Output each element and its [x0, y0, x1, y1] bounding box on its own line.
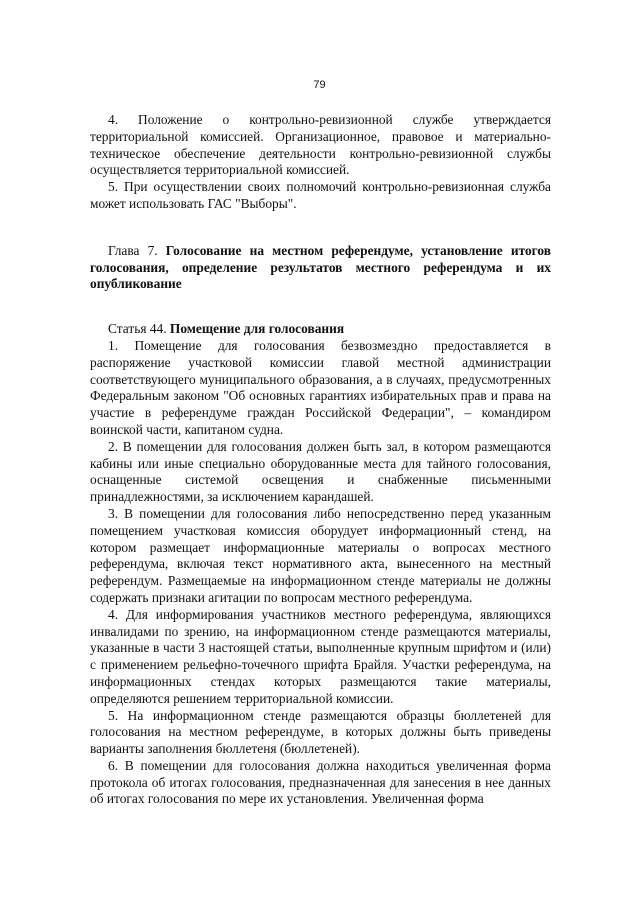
paragraph: 4. Положение о контрольно-ревизионной службе утверждается территориальной комиссией. Организационное, правовое и материально-техническое обеспечение деятельности контрольно-ревизионной службы осуществляется территориальной комиссией.: [90, 112, 551, 178]
paragraph: 5. При осуществлении своих полномочий контрольно-ревизионная служба может использовать ГАС "Выборы".: [90, 179, 551, 211]
page-number: 79: [313, 79, 326, 91]
chapter-prefix: Глава 7.: [108, 242, 166, 258]
chapter-title: Голосование на местном референдуме, установление итогов голосования, определение результатов местного референдума и их опубликование: [90, 242, 552, 292]
document-body: [90, 112, 551, 808]
article-title: Помещение для голосования: [169, 321, 345, 337]
paragraph: 3. В помещении для голосования либо непосредственно перед указанным помещением участковая комиссия оборудует информационный стенд, на котором размещает информационные материалы о вопросах местного референдума, включая текст нормативного акта, вынесенного на местный референдум. Размещаемые на информационном стенде материалы не должны содержать признаки агитации по вопросам местного референдума.: [90, 505, 551, 605]
article-prefix: Статья 44.: [108, 321, 170, 337]
paragraph: 1. Помещение для голосования безвозмездно предоставляется в распоряжение участковой комиссии главой местной администрации соответствующего муниципального образования, а в случаях, предусмотренных Федеральным законом "Об основных гарантиях избирательных прав и права на участие в референдуме граждан Российской Федерации", – командиром воинской части, капитаном судна.: [90, 337, 551, 437]
paragraph: 6. В помещении для голосования должна находиться увеличенная форма протокола об итогах голосования, предназначенная для занесения в нее данных об итогах голосования по мере их установления. Увеличенная форма: [90, 757, 551, 807]
paragraph: 5. На информационном стенде размещаются образцы бюллетеней для голосования на местном референдуме, в которых должны быть приведены варианты заполнения бюллетеня (бюллетеней).: [90, 707, 551, 757]
paragraph: 4. Для информирования участников местного референдума, являющихся инвалидами по зрению, на информационном стенде размещаются материалы, указанные в части 3 настоящей статьи, выполненные крупным шрифтом и (или) с применением рельефно-точечного шрифта Брайля. Участки референдума, на информационных стендах которых размещаются такие материалы, определяются решением территориальной комиссии.: [90, 606, 551, 706]
paragraph: 2. В помещении для голосования должен быть зал, в котором размещаются кабины или иные специально оборудованные места для тайного голосования, оснащенные системой освещения и снабженные письменными принадлежностями, за исключением карандашей.: [90, 438, 551, 505]
article-heading: [90, 321, 551, 338]
chapter-heading: [90, 243, 551, 293]
